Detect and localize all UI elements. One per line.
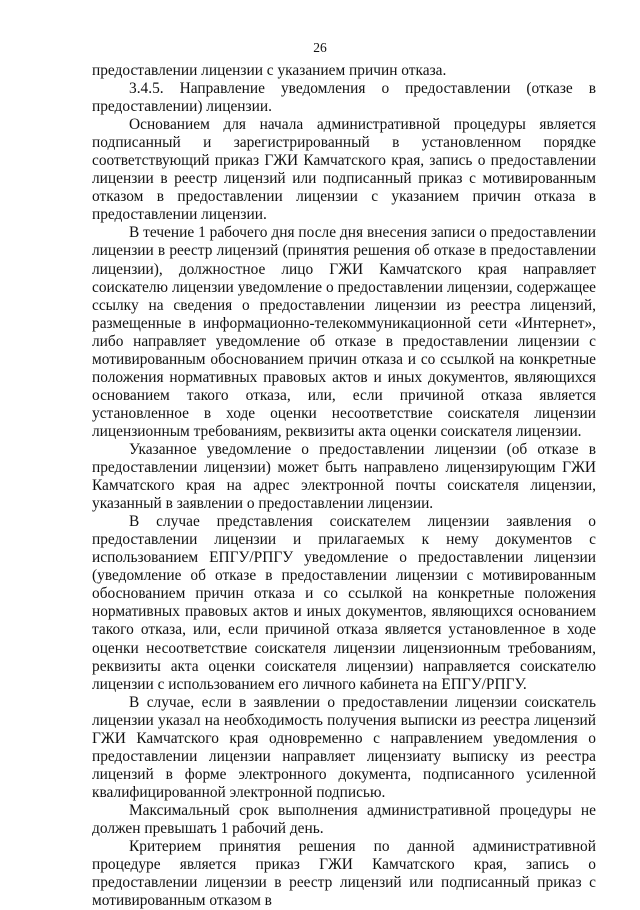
paragraph: Максимальный срок выполнения административной процедуры не должен превышать 1 рабочий день. xyxy=(92,801,596,837)
paragraph: В случае, если в заявлении о предоставлении лицензии соискатель лицензии указал на необходимость получения выписки из реестра лицензий ГЖИ Камчатского края одновременно с направлением уведомления о предоставлении лицензии направляет лицензиату выписку из реестра лицензий в форме электронного документа, подписанного усиленной квалифицированной электронной подписью. xyxy=(92,693,596,801)
paragraph-continuation: предоставлении лицензии с указанием причин отказа. xyxy=(92,62,447,79)
paragraph: Основанием для начала административной процедуры является подписанный и зарегистрированный в установленном порядке соответствующий приказ ГЖИ Камчатского края, запись о предоставлении лицензии в реестр лицензий или подписанный приказ с мотивированным отказом в предоставлении лицензии с указанием причин отказа в предоставлении лицензии. xyxy=(92,116,596,224)
paragraph: Критерием принятия решения по данной административной процедуре является приказ ГЖИ Камчатского края, запись о предоставлении лицензии в реестр лицензий или подписанный приказ с мотивированным отказом в xyxy=(92,838,596,910)
body-text xyxy=(92,62,596,910)
section-heading-3-4-5: 3.4.5. Направление уведомления о предоставлении (отказе в предоставлении) лицензии. xyxy=(92,80,596,116)
paragraph: Указанное уведомление о предоставлении лицензии (об отказе в предоставлении лицензии) может быть направлено лицензирующим ГЖИ Камчатского края на адрес электронной почты соискателя лицензии, указанный в заявлении о предоставлении лицензии. xyxy=(92,440,596,513)
paragraph: В случае представления соискателем лицензии заявления о предоставлении лицензии и прилагаемых к нему документов с использованием ЕПГУ/РПГУ уведомление о предоставлении лицензии (уведомление об отказе в предоставлении лицензии с мотивированным обоснованием причин отказа и со ссылкой на конкретные положения нормативных правовых актов и иных документов, являющихся основанием такого отказа, или, если причиной отказа является установленное в ходе оценки несоответствие соискателя лицензии лицензионным требованиям, реквизиты акта оценки соискателя лицензии) направляется соискателю лицензии с использованием его личного кабинета на ЕПГУ/РПГУ. xyxy=(92,513,596,693)
page-number: 26 xyxy=(313,40,327,55)
paragraph: В течение 1 рабочего дня после дня внесения записи о предоставлении лицензии в реестр лицензий (принятия решения об отказе в предоставлении лицензии), должностное лицо ГЖИ Камчатского края направляет соискателю лицензии уведомление о предоставлении лицензии, содержащее ссылку на сведения о предоставлении лицензии из реестра лицензий, размещенные в информационно-телекоммуникационной сети «Интернет», либо направляет уведомление об отказе в предоставлении лицензии с мотивированным обоснованием причин отказа и со ссылкой на конкретные положения нормативных правовых актов и иных документов, являющихся основанием такого отказа, или, если причиной отказа является установленное в ходе оценки несоответствие соискателя лицензии лицензионным требованиям, реквизиты акта оценки соискателя лицензии. xyxy=(92,224,596,440)
